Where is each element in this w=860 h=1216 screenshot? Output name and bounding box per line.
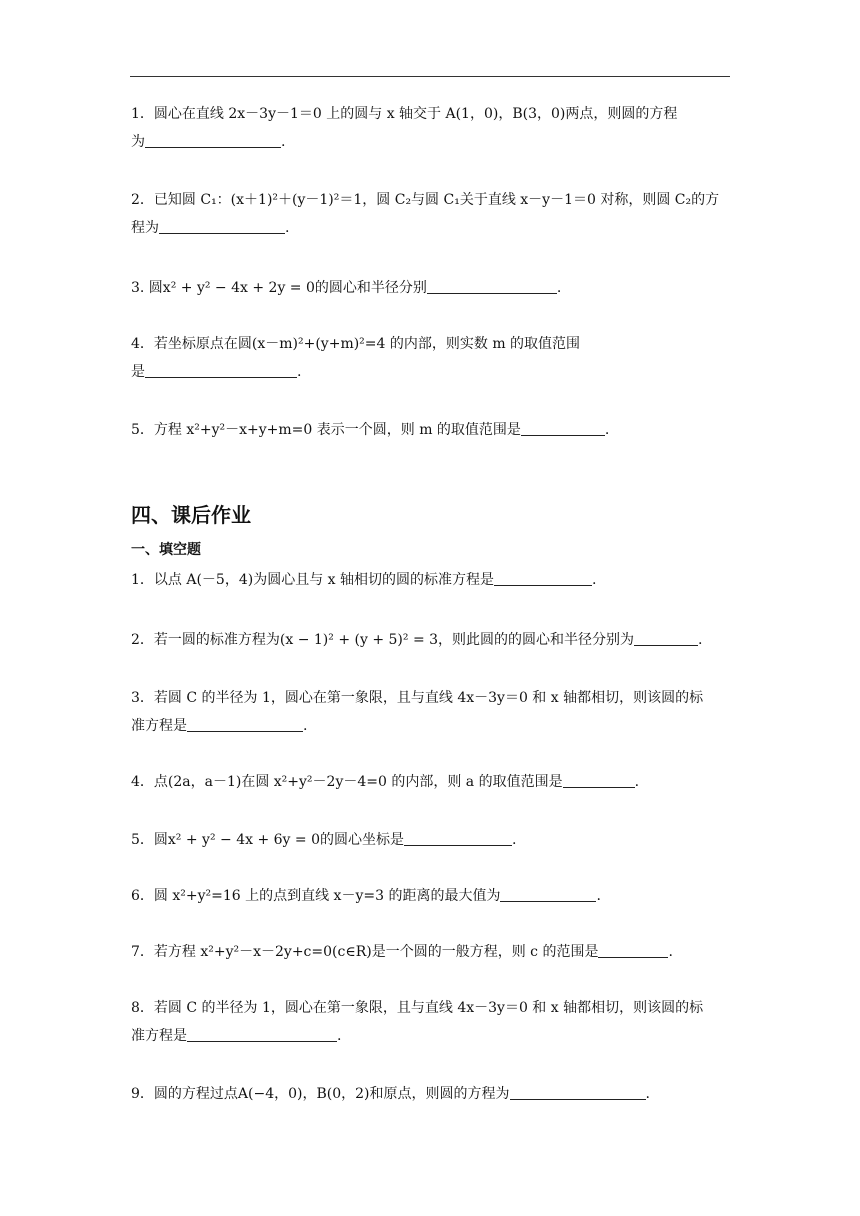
answer-blank[interactable] bbox=[634, 631, 698, 646]
question-a4 bbox=[131, 330, 731, 386]
question-a3 bbox=[131, 274, 731, 302]
question-text: 3．若圆 C 的半径为 1，圆心在第一象限，且与直线 4x－3y＝0 和 x 轴都相切，则该圆的标 bbox=[131, 690, 704, 706]
answer-blank[interactable] bbox=[598, 943, 668, 958]
period: . bbox=[297, 364, 302, 380]
period: . bbox=[512, 832, 517, 848]
period: . bbox=[303, 718, 308, 734]
homework-question-4 bbox=[131, 768, 731, 796]
question-text: 5．方程 x²+y²－x+y+m=0 表示一个圆，则 m 的取值范围是 bbox=[131, 422, 521, 438]
period: . bbox=[604, 422, 610, 438]
question-text: 5．圆x² + y² − 4x + 6y = 0的圆心坐标是 bbox=[131, 832, 404, 848]
question-text: 准方程是 bbox=[131, 1028, 187, 1044]
period: . bbox=[645, 1086, 650, 1102]
answer-blank[interactable] bbox=[521, 421, 605, 436]
question-text: 4．点(2a，a－1)在圆 x²+y²－2y－4=0 的内部，则 a 的取值范围是 bbox=[131, 774, 563, 790]
question-text: 是 bbox=[131, 364, 145, 380]
section-title: 四、课后作业 bbox=[131, 503, 251, 527]
answer-blank[interactable] bbox=[145, 133, 281, 148]
homework-question-3 bbox=[131, 684, 731, 740]
period: . bbox=[337, 1028, 342, 1044]
period: . bbox=[634, 774, 640, 790]
answer-blank[interactable] bbox=[494, 571, 592, 586]
question-text: 1．以点 A(－5，4)为圆心且与 x 轴相切的圆的标准方程是 bbox=[131, 572, 495, 588]
period: . bbox=[698, 632, 703, 648]
period: . bbox=[596, 888, 601, 904]
homework-question-1 bbox=[131, 566, 731, 594]
answer-blank[interactable] bbox=[159, 219, 285, 234]
answer-blank[interactable] bbox=[187, 1027, 337, 1042]
homework-question-7 bbox=[131, 938, 731, 966]
question-text: 2．已知圆 C₁：(x＋1)²＋(y－1)²＝1，圆 C₂与圆 C₁关于直线 x－y－1＝0 对称，则圆 C₂的方 bbox=[131, 192, 720, 208]
header-rule bbox=[130, 76, 730, 77]
period: . bbox=[668, 944, 673, 960]
question-text: 为 bbox=[131, 134, 145, 150]
answer-blank[interactable] bbox=[563, 773, 635, 788]
question-a5 bbox=[131, 416, 731, 444]
question-text: 6．圆 x²+y²=16 上的点到直线 x－y=3 的距离的最大值为 bbox=[131, 888, 501, 904]
period: . bbox=[281, 134, 286, 150]
period: . bbox=[285, 220, 290, 236]
question-a2 bbox=[131, 186, 731, 242]
subsection-title: 一、填空题 bbox=[131, 542, 201, 558]
question-text: 准方程是 bbox=[131, 718, 187, 734]
question-a1 bbox=[131, 100, 731, 156]
homework-question-5 bbox=[131, 826, 731, 854]
question-text: 程为 bbox=[131, 220, 159, 236]
period: . bbox=[592, 572, 597, 588]
answer-blank[interactable] bbox=[145, 363, 297, 378]
question-text: 3. 圆x² + y² − 4x + 2y = 0的圆心和半径分别 bbox=[131, 280, 427, 296]
answer-blank[interactable] bbox=[500, 887, 596, 902]
answer-blank[interactable] bbox=[187, 717, 303, 732]
homework-question-8 bbox=[131, 994, 731, 1050]
question-text: 8．若圆 C 的半径为 1，圆心在第一象限，且与直线 4x－3y＝0 和 x 轴都相切，则该圆的标 bbox=[131, 1000, 704, 1016]
question-text: 2．若一圆的标准方程为(x − 1)² + (y + 5)² = 3，则此圆的的圆心和半径分别为 bbox=[131, 632, 635, 648]
homework-question-9 bbox=[131, 1080, 731, 1108]
question-text: 9．圆的方程过点A(−4，0)，B(0，2)和原点，则圆的方程为 bbox=[131, 1086, 510, 1102]
answer-blank[interactable] bbox=[404, 831, 512, 846]
homework-question-6 bbox=[131, 882, 731, 910]
homework-question-2 bbox=[131, 626, 731, 654]
question-text: 1．圆心在直线 2x－3y－1＝0 上的圆与 x 轴交于 A(1，0)，B(3，0)两点，则圆的方程 bbox=[131, 106, 678, 122]
answer-blank[interactable] bbox=[427, 279, 557, 294]
question-text: 7．若方程 x²+y²－x－2y+c=0(c∈R)是一个圆的一般方程，则 c 的范围是 bbox=[131, 944, 599, 960]
period: . bbox=[556, 280, 562, 296]
question-text: 4．若坐标原点在圆(x－m)²+(y+m)²=4 的内部，则实数 m 的取值范围 bbox=[131, 336, 581, 352]
answer-blank[interactable] bbox=[510, 1085, 646, 1100]
